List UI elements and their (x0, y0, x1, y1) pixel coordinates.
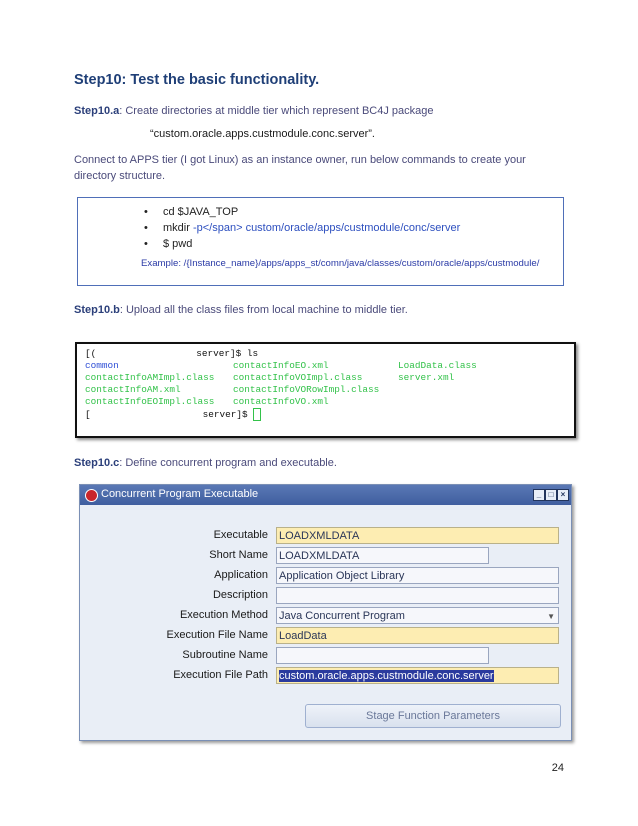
file-entry: contactInfoEO.xml (233, 360, 329, 371)
file-entry: contactInfoVORowImpl.class (233, 384, 380, 395)
form-titlebar (80, 485, 571, 505)
subroutine-name-label: Subroutine Name (182, 649, 268, 661)
step-a-paragraph (74, 103, 434, 119)
execution-method-select[interactable] (276, 607, 559, 624)
mkdir-command: mkdir -p</span> custom/oracle/apps/custmodule/conc/server (163, 222, 461, 234)
stage-function-parameters-button[interactable]: Stage Function Parameters (305, 704, 561, 728)
executable-field[interactable]: LOADXMLDATA (276, 527, 559, 544)
subroutine-name-field[interactable] (276, 647, 489, 664)
form-title: Concurrent Program Executable (101, 488, 259, 500)
execution-file-name-field[interactable]: LoadData (276, 627, 559, 644)
step-b-text: : Upload all the class files from local machine to middle tier. (119, 304, 408, 316)
executable-label: Executable (213, 529, 268, 541)
application-field[interactable]: Application Object Library (276, 567, 559, 584)
step-b-paragraph (74, 302, 408, 318)
terminal-screenshot (75, 342, 576, 438)
executable-form-window (79, 484, 572, 741)
selected-path-text: custom.oracle.apps.custmodule.conc.server (279, 670, 494, 682)
terminal-row (85, 372, 454, 383)
page-number: 24 (551, 762, 564, 774)
short-name-label: Short Name (209, 549, 268, 561)
execution-file-path-field[interactable] (276, 667, 559, 684)
package-name: “custom.oracle.apps.custmodule.conc.server”. (150, 128, 375, 140)
short-name-field[interactable]: LOADXMLDATA (276, 547, 489, 564)
terminal-row (85, 360, 477, 371)
close-icon[interactable]: × (557, 489, 569, 501)
execution-file-name-label: Execution File Name (166, 629, 268, 641)
prompt-end: server]$ (202, 408, 248, 420)
terminal-row (85, 384, 379, 395)
terminal-prompt-line (85, 408, 261, 421)
minimize-icon[interactable]: _ (533, 489, 545, 501)
prompt-start: [( (85, 348, 97, 359)
file-entry: server.xml (398, 372, 455, 383)
command-item: • $ pwd (141, 236, 460, 252)
cursor-icon (253, 408, 261, 421)
step-a-label: Step10.a (74, 105, 120, 117)
example-path: Example: /{Instance_name}/apps/apps_st/comn/java/classes/custom/oracle/apps/custmodule/ (141, 258, 540, 269)
command-item (141, 220, 460, 236)
maximize-icon[interactable]: □ (545, 489, 557, 501)
file-entry: contactInfoAM.xml (85, 384, 181, 395)
step-c-text: : Define concurrent program and executable. (119, 457, 337, 469)
command-list (141, 204, 460, 252)
dropdown-arrow-icon[interactable]: ▼ (547, 612, 555, 621)
file-entry: contactInfoVOImpl.class (233, 372, 363, 383)
terminal-prompt-line (85, 348, 258, 359)
description-field[interactable] (276, 587, 559, 604)
connect-paragraph: Connect to APPS tier (I got Linux) as an instance owner, run below commands to create your directory structure. (74, 154, 526, 182)
execution-method-label: Execution Method (179, 609, 268, 621)
prompt-start: [ (85, 408, 91, 420)
step-a-text: : Create directories at middle tier which represent BC4J package (119, 105, 434, 117)
command-box (77, 197, 564, 286)
description-label: Description (212, 589, 268, 601)
file-entry: LoadData.class (398, 360, 477, 371)
command-item: • cd $JAVA_TOP (141, 204, 460, 220)
file-entry: contactInfoAMImpl.class (85, 372, 215, 383)
oracle-icon (85, 489, 98, 502)
file-entry: contactInfoVO.xml (233, 396, 329, 407)
file-entry: contactInfoEOImpl.class (85, 396, 215, 407)
step-c-label: Step10.c (74, 457, 120, 469)
ls-command: server]$ ls (196, 348, 259, 359)
execution-file-path-label: Execution File Path (173, 669, 268, 681)
execution-method-value: Java Concurrent Program (279, 610, 405, 622)
terminal-row (85, 396, 329, 407)
application-label: Application (214, 569, 268, 581)
step-c-paragraph (74, 455, 337, 471)
dir-entry: common (85, 360, 119, 371)
section-heading: Step10: Test the basic functionality. (74, 72, 320, 88)
step-b-label: Step10.b (74, 304, 120, 316)
